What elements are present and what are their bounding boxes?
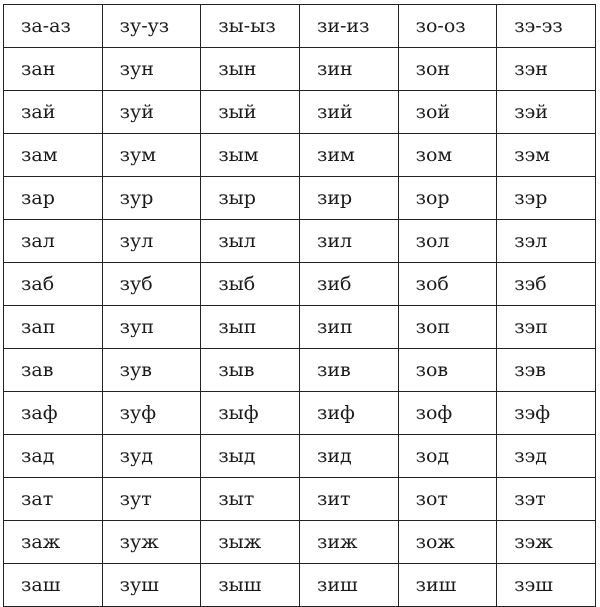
table-row — [4, 435, 596, 478]
table-cell: зиб — [299, 263, 398, 306]
table-cell: зэв — [497, 349, 596, 392]
table-cell: зыж — [201, 521, 300, 564]
header-cell: зи-из — [299, 5, 398, 48]
table-cell: зим — [299, 134, 398, 177]
table-cell: зыб — [201, 263, 300, 306]
table-cell: зут — [102, 478, 201, 521]
table-header-row — [4, 5, 596, 48]
table-cell: зэл — [497, 220, 596, 263]
table-cell: заш — [4, 564, 103, 607]
table-cell: зэн — [497, 48, 596, 91]
table-cell: зэм — [497, 134, 596, 177]
table-cell: заб — [4, 263, 103, 306]
table-cell: зул — [102, 220, 201, 263]
table-cell: зож — [398, 521, 497, 564]
table-cell: зил — [299, 220, 398, 263]
table-row — [4, 48, 596, 91]
table-cell: зам — [4, 134, 103, 177]
header-cell: зо-оз — [398, 5, 497, 48]
table-row — [4, 306, 596, 349]
table-cell: зуй — [102, 91, 201, 134]
table-cell: зав — [4, 349, 103, 392]
table-cell: зод — [398, 435, 497, 478]
table-cell: зэф — [497, 392, 596, 435]
table-cell: зан — [4, 48, 103, 91]
header-cell: зу-уз — [102, 5, 201, 48]
table-cell: зыш — [201, 564, 300, 607]
table-cell: зум — [102, 134, 201, 177]
table-cell: зуб — [102, 263, 201, 306]
table-cell: зур — [102, 177, 201, 220]
table-cell: зуф — [102, 392, 201, 435]
table-cell: зым — [201, 134, 300, 177]
table-cell: зап — [4, 306, 103, 349]
table-row — [4, 220, 596, 263]
table-row — [4, 349, 596, 392]
table-row — [4, 478, 596, 521]
table-cell: зир — [299, 177, 398, 220]
table-cell: зэж — [497, 521, 596, 564]
table-cell: заф — [4, 392, 103, 435]
table-cell: зуд — [102, 435, 201, 478]
table-row — [4, 177, 596, 220]
table-cell: зыр — [201, 177, 300, 220]
table-cell: зип — [299, 306, 398, 349]
table-cell: зуп — [102, 306, 201, 349]
table-cell: зув — [102, 349, 201, 392]
table-row — [4, 521, 596, 564]
table-cell: зэд — [497, 435, 596, 478]
table-cell: зар — [4, 177, 103, 220]
table-cell: зий — [299, 91, 398, 134]
table-cell: зый — [201, 91, 300, 134]
table-cell: зын — [201, 48, 300, 91]
table-cell: зиж — [299, 521, 398, 564]
table-cell: зом — [398, 134, 497, 177]
table-cell: зин — [299, 48, 398, 91]
table-cell: зэб — [497, 263, 596, 306]
table-cell: зад — [4, 435, 103, 478]
table-cell: зид — [299, 435, 398, 478]
table-row — [4, 564, 596, 607]
table-row — [4, 134, 596, 177]
table-cell: зыв — [201, 349, 300, 392]
table-cell: зиф — [299, 392, 398, 435]
table-cell: зэр — [497, 177, 596, 220]
table-cell: зыд — [201, 435, 300, 478]
table-cell: зыт — [201, 478, 300, 521]
table-cell: зыл — [201, 220, 300, 263]
header-cell: за-аз — [4, 5, 103, 48]
table-cell: зэт — [497, 478, 596, 521]
table-cell: зиш — [398, 564, 497, 607]
table-cell: зат — [4, 478, 103, 521]
table-cell: зэп — [497, 306, 596, 349]
table-row — [4, 263, 596, 306]
table-cell: зор — [398, 177, 497, 220]
table-cell: зал — [4, 220, 103, 263]
header-cell: зэ-эз — [497, 5, 596, 48]
table-cell: зит — [299, 478, 398, 521]
header-cell: зы-ыз — [201, 5, 300, 48]
table-cell: зой — [398, 91, 497, 134]
table-cell: зэш — [497, 564, 596, 607]
table-cell: зив — [299, 349, 398, 392]
table-cell: зон — [398, 48, 497, 91]
table-row — [4, 392, 596, 435]
table-cell: зов — [398, 349, 497, 392]
table-cell: заж — [4, 521, 103, 564]
table-cell: зэй — [497, 91, 596, 134]
syllable-table — [3, 4, 596, 607]
table-cell: зиш — [299, 564, 398, 607]
table-cell: зоф — [398, 392, 497, 435]
table-cell: зай — [4, 91, 103, 134]
table-cell: зоп — [398, 306, 497, 349]
table-cell: зуш — [102, 564, 201, 607]
table-cell: зун — [102, 48, 201, 91]
table-cell: зол — [398, 220, 497, 263]
table-row — [4, 91, 596, 134]
table-cell: зоб — [398, 263, 497, 306]
table-cell: зуж — [102, 521, 201, 564]
table-cell: зот — [398, 478, 497, 521]
table-cell: зыф — [201, 392, 300, 435]
table-cell: зып — [201, 306, 300, 349]
